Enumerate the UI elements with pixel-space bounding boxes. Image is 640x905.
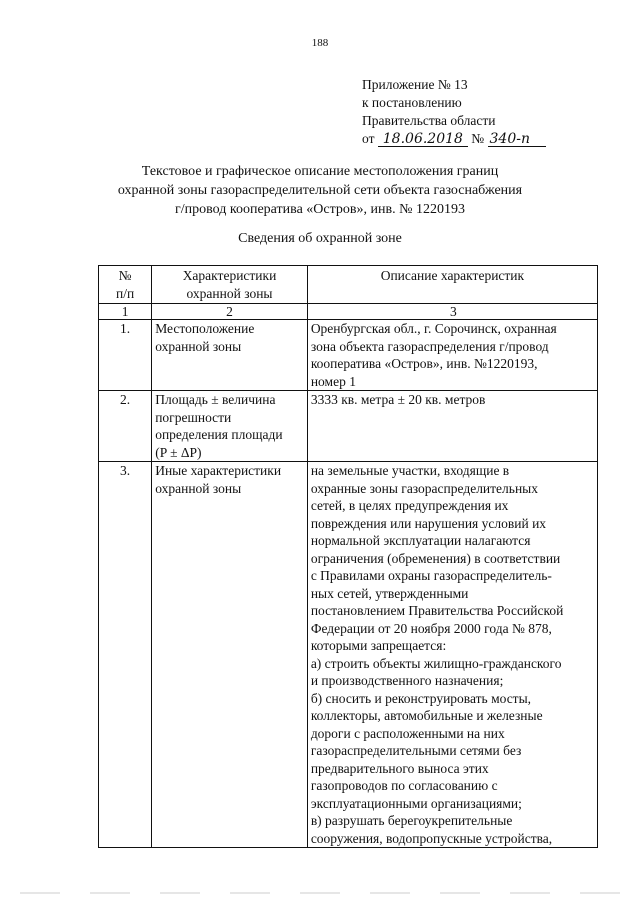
number-label: № bbox=[471, 131, 485, 146]
desc-line: охранные зоны газораспределительных bbox=[310, 480, 538, 496]
appendix-line-1: Приложение № 13 bbox=[362, 77, 468, 92]
desc-line: кооператива «Остров», инв. №1220193, bbox=[310, 356, 538, 371]
row-name bbox=[152, 320, 308, 391]
desc-line: нормальной эксплуатации налагаются bbox=[310, 533, 531, 548]
title-line-2: охранной зоны газораспределительной сети объекта газоснабжения bbox=[117, 183, 523, 198]
appendix-line-2: к постановлению bbox=[362, 95, 462, 110]
table-index-row bbox=[99, 304, 598, 320]
row-description bbox=[307, 391, 597, 462]
header-char-line-1: Характеристики bbox=[182, 268, 277, 283]
desc-line: 3333 кв. метра ± 20 кв. метров bbox=[310, 392, 486, 407]
appendix-block bbox=[362, 76, 546, 148]
appendix-line-3: Правительства области bbox=[362, 113, 496, 128]
desc-line: сооружения, водопропускные устройства, bbox=[310, 830, 553, 846]
document-title bbox=[0, 162, 640, 219]
desc-line: которыми запрещается: bbox=[310, 638, 447, 653]
appendix-date-line bbox=[362, 130, 546, 148]
row-name-line: охранной зоны bbox=[155, 480, 242, 496]
row-number: 2. bbox=[99, 391, 152, 462]
section-subtitle: Сведения об охранной зоне bbox=[238, 231, 402, 246]
table-row bbox=[99, 391, 598, 462]
table-row bbox=[99, 462, 598, 848]
desc-line: сетей, в целях предупреждения их bbox=[310, 498, 509, 513]
desc-line: ных сетей, утвержденными bbox=[310, 585, 469, 601]
scan-edge-artifact bbox=[20, 892, 620, 894]
table-row bbox=[99, 320, 598, 391]
index-cell: 3 bbox=[307, 304, 597, 320]
header-description: Описание характеристик bbox=[307, 266, 597, 304]
row-name-line: определения площади bbox=[155, 427, 283, 442]
desc-line: газопроводов по согласованию с bbox=[310, 778, 498, 793]
index-cell: 1 bbox=[99, 304, 152, 320]
index-cell: 2 bbox=[152, 304, 308, 320]
row-name bbox=[152, 462, 308, 848]
header-num-line-1: № bbox=[118, 268, 132, 283]
row-name-line: (P ± ΔP) bbox=[155, 444, 202, 460]
row-name bbox=[152, 391, 308, 462]
desc-line: Федерации от 20 ноября 2000 года № 878, bbox=[310, 620, 552, 636]
desc-line: эксплуатационными организациями; bbox=[310, 795, 522, 811]
handwritten-date: 18.06.2018 bbox=[378, 132, 468, 147]
page-number: 188 bbox=[311, 37, 329, 49]
desc-line: дороги с расположенными на них bbox=[310, 725, 505, 741]
row-name-line: погрешности bbox=[155, 409, 232, 425]
desc-line: повреждения или нарушения условий их bbox=[310, 515, 547, 531]
row-name-line: охранной зоны bbox=[155, 338, 242, 354]
table-header-row bbox=[99, 266, 598, 304]
row-description bbox=[307, 320, 597, 391]
desc-line: а) строить объекты жилищно-гражданского bbox=[310, 655, 562, 671]
desc-line: в) разрушать берегоукрепительные bbox=[310, 813, 513, 828]
desc-line: Оренбургская обл., г. Сорочинск, охранная bbox=[310, 321, 557, 336]
desc-line: предварительного выноса этих bbox=[310, 760, 489, 776]
title-line-3: г/провод кооператива «Остров», инв. № 1220193 bbox=[175, 202, 465, 217]
desc-line: номер 1 bbox=[310, 373, 356, 389]
row-number: 1. bbox=[99, 320, 152, 391]
row-description bbox=[307, 462, 597, 848]
row-name-line: Площадь ± величина bbox=[155, 392, 276, 407]
desc-line: и производственного назначения; bbox=[310, 673, 504, 688]
desc-line: зона объекта газораспределения г/провод bbox=[310, 338, 549, 354]
header-num-line-2: п/п bbox=[116, 285, 135, 301]
desc-line: б) сносить и реконструировать мосты, bbox=[310, 690, 532, 706]
desc-line: коллекторы, автомобильные и железные bbox=[310, 708, 543, 723]
desc-line: газораспределительными сетями без bbox=[310, 743, 522, 758]
row-number: 3. bbox=[99, 462, 152, 848]
header-characteristics bbox=[152, 266, 308, 304]
zone-info-table bbox=[98, 265, 598, 848]
row-name-line: Местоположение bbox=[155, 321, 255, 336]
desc-line: на земельные участки, входящие в bbox=[310, 463, 510, 478]
header-char-line-2: охранной зоны bbox=[186, 285, 273, 301]
title-line-1: Текстовое и графическое описание местоположения границ bbox=[141, 164, 499, 179]
header-num bbox=[99, 266, 152, 304]
desc-line: постановлением Правительства Российской bbox=[310, 603, 564, 618]
handwritten-number: 340-п bbox=[488, 132, 546, 147]
desc-line: ограничения (обременения) в соответствии bbox=[310, 550, 561, 566]
desc-line: с Правилами охраны газораспределитель- bbox=[310, 568, 552, 583]
row-name-line: Иные характеристики bbox=[155, 463, 282, 478]
from-label: от bbox=[362, 131, 375, 146]
